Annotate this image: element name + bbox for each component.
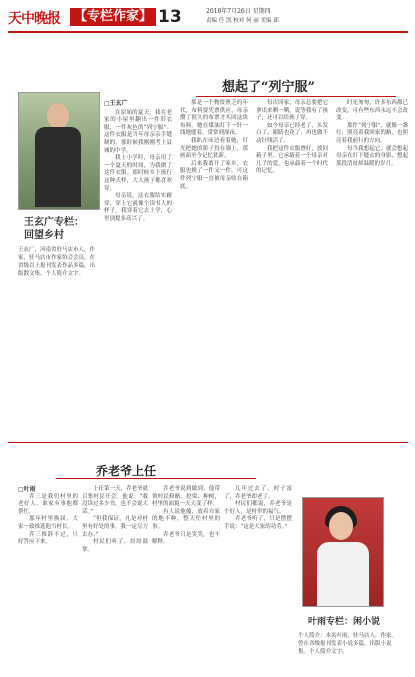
title-underline bbox=[196, 96, 396, 97]
author-photo-2 bbox=[302, 497, 384, 607]
paragraph: 母亲说，这衣服结实耐穿，穿上它就像个读书人的样子。我穿着它去上学，心里别提多高兴了。 bbox=[104, 193, 172, 222]
byline-text: 王玄广专栏： 回望乡村 bbox=[24, 217, 84, 241]
section-divider bbox=[8, 442, 408, 443]
paragraph: 我趴在床边看着她，灯光把她的影子投在墙上，那画面至今记忆犹新。 bbox=[180, 137, 248, 160]
paragraph: 如今母亲已经老了，头发白了，眼睛也花了，再也做不动针线活了。 bbox=[256, 122, 328, 144]
article-column-4 bbox=[336, 100, 408, 168]
paragraph: 我上小学时，母亲用了一个夏天的时间，为我做了这件衣服。那时候乡下流行这种式样，大人孩子都喜欢穿。 bbox=[104, 155, 172, 192]
paragraph: 每次回家，母亲总要把它拿出来晒一晒，说等我有了孩子，还可以给孩子穿。 bbox=[256, 100, 328, 122]
article2-author: □叶雨 bbox=[18, 486, 36, 493]
masthead bbox=[8, 8, 408, 30]
article2-column-3 bbox=[152, 486, 220, 547]
paragraph: 在原始的夏天，我在老家的小屋里翻出一件旧衣服，一件灰色的“列宁服”。这件衣服是当年母亲亲手缝制的，那时候我刚刚考上县城的中学。 bbox=[104, 109, 172, 154]
title-underline-2 bbox=[56, 478, 256, 479]
article-author: □王玄广 bbox=[104, 100, 128, 107]
paragraph: “但我保证，凡是对村里有好处的事，我一定尽力去办。” bbox=[82, 516, 149, 538]
article-column-1 bbox=[104, 100, 172, 224]
paragraph: 我把这件衣服叠好，放回箱子里。它承载着一个母亲对儿子的爱，也承载着一个时代的记忆。 bbox=[256, 145, 328, 175]
paragraph: 乔三是我们村里的老好人，谁家有事他都帮忙。 bbox=[18, 493, 78, 515]
paragraph: 那是一个物资匮乏的年代，布料要凭票供应，母亲攒了很久的布票才买回这块布料。她在煤油灯下一针一线地缝着，常常到深夜。 bbox=[180, 100, 248, 137]
paragraph: 村民们听了，纷纷鼓掌。 bbox=[82, 539, 148, 553]
author-bio-2: 个人简介：本名叶雨，驻马店人，作家。曾在各级报刊发表小说多篇，出版小说集。个人简介文字。 bbox=[298, 633, 398, 655]
masthead-rule bbox=[8, 31, 408, 33]
column-byline bbox=[24, 216, 84, 242]
paragraph: 有人说他傻，放着自家的地不种，整天忙村里的事。 bbox=[152, 508, 220, 530]
paragraph: 几年过去了，村子富了，乔老爷却老了。 bbox=[224, 486, 292, 500]
article2-column-2 bbox=[82, 486, 148, 554]
paragraph: 后来我离开了家乡，衣服也换了一件又一件，可这件列宁服一直被母亲收在箱底。 bbox=[180, 160, 248, 190]
article-title-2: 乔老爷上任 bbox=[96, 464, 157, 478]
editor-credits: 责编 任 凯 校对 何 丽 美编 邱 bbox=[206, 18, 279, 24]
article-column-2 bbox=[180, 100, 248, 191]
paragraph: 那年村里换届，大家一致推选他当村长。 bbox=[18, 516, 78, 530]
article2-column-1 bbox=[18, 486, 78, 547]
paragraph: 村民们都说，乔老爷是个好人，是村里的福气。 bbox=[224, 501, 292, 515]
column-byline-2: 叶雨专栏：闲小说 bbox=[308, 617, 381, 627]
paragraph: 每当我想起它，就会想起母亲在灯下缝衣的身影，想起那段清贫却温暖的岁月。 bbox=[336, 145, 408, 167]
newspaper-logo: 天中晚报 bbox=[8, 11, 60, 27]
paragraph: 乔老爷说到做到。他带领村民修路、挖渠、种树，村里的面貌一天天变了样。 bbox=[152, 486, 220, 508]
paragraph: 上任第一天，乔老爷就召集村民开会。他说：“我没读过多少书，也不会说大话。” bbox=[82, 486, 149, 515]
section-title: 【专栏作家】 bbox=[70, 8, 156, 26]
paragraph: 乔三推辞不过，只好答应下来。 bbox=[18, 531, 78, 546]
article-title: 想起了“列宁服” bbox=[222, 80, 315, 95]
paragraph: 乔老爷只是笑笑，也不解释。 bbox=[152, 531, 220, 546]
paragraph: 乔老爷听了，只是摆摆手说：“这是大家的功劳。” bbox=[224, 516, 292, 530]
article-column-3 bbox=[256, 100, 328, 176]
paragraph: 那件“列宁服”，就像一盏灯，照亮着我回家的路，也照亮着我前行的方向。 bbox=[336, 122, 408, 144]
author-bio: 王玄广，河南省驻马店市人，作家，驻马店市作家协会会员。在省级以上报刊发表作品多篇，出版散文集。个人简介文字。 bbox=[18, 247, 96, 277]
paragraph: 时光匆匆，许多东西都已改变，可有些东西永远不会改变。 bbox=[336, 100, 408, 122]
date-line: 2018年7月26日 星期四 bbox=[206, 8, 271, 15]
article2-column-4 bbox=[224, 486, 292, 532]
author-photo bbox=[18, 92, 100, 210]
page-number: 13 bbox=[158, 7, 182, 27]
